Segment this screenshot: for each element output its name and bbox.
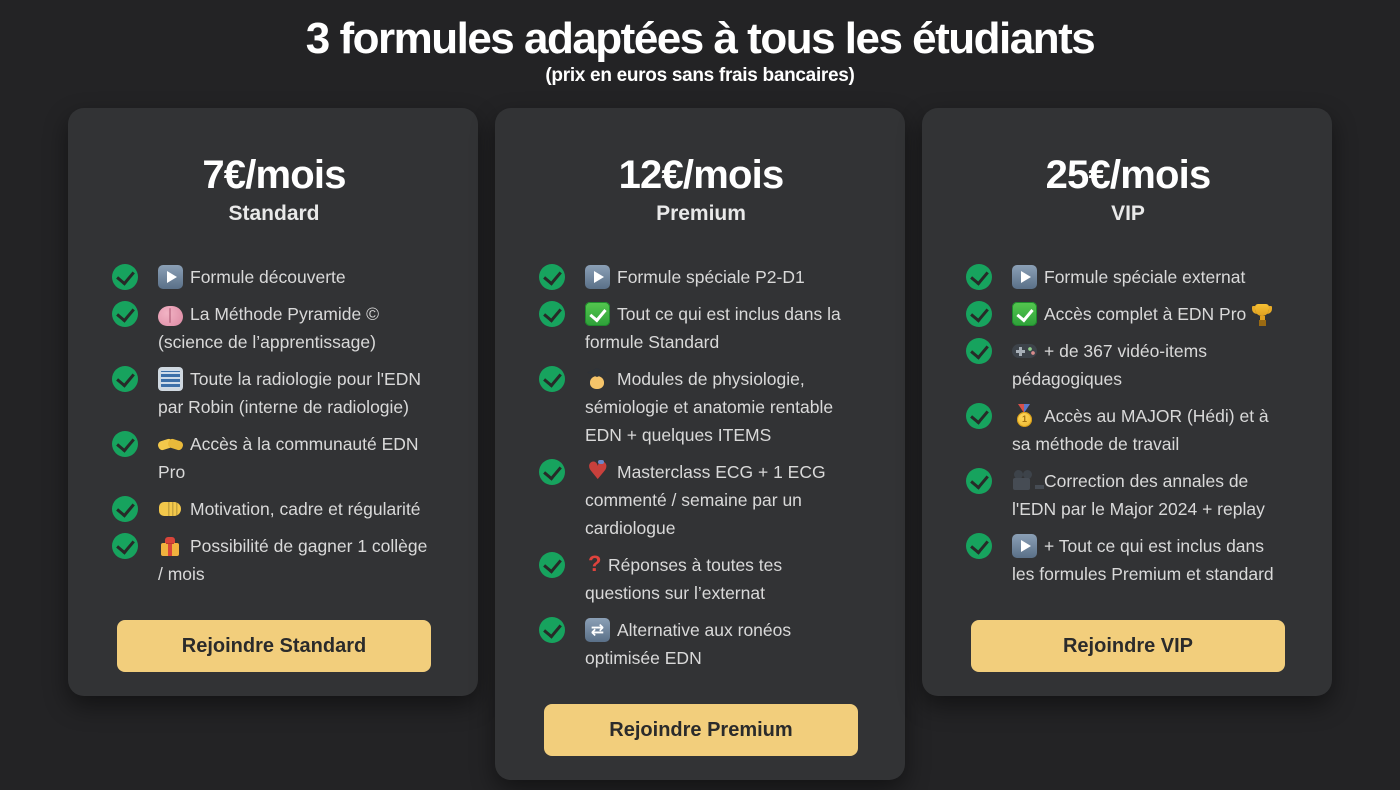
gift-icon — [158, 534, 183, 558]
price-label: 25€/mois — [1045, 153, 1211, 197]
check-circle-icon — [966, 264, 992, 290]
feature-text: + de 367 vidéo-items pédagogiques — [1012, 341, 1207, 389]
feature-text: Formule spéciale externat — [1012, 263, 1286, 291]
movie-camera-icon — [1012, 469, 1037, 493]
check-circle-icon — [966, 338, 992, 364]
check-circle-icon — [539, 459, 565, 485]
feature-text: Toute la radiologie pour l'EDN par Robin (interne de radiologie) — [158, 369, 421, 417]
pricing-card-vip — [922, 108, 1332, 696]
check-circle-icon — [966, 533, 992, 559]
feature-text: Modules de physiologie, sémiologie et anatomie rentable EDN + quelques ITEMS — [585, 369, 834, 445]
fist-icon — [158, 497, 183, 521]
join-premium-button[interactable]: Rejoindre Premium — [544, 704, 858, 756]
page-title: 3 formules adaptées à tous les étudiants — [305, 14, 1095, 63]
feature-item — [539, 300, 863, 356]
features-list — [112, 263, 436, 588]
game-controller-icon — [1012, 339, 1037, 363]
check-circle-icon — [112, 533, 138, 559]
red-question-icon — [585, 553, 601, 577]
check-circle-icon — [539, 264, 565, 290]
green-checkbox-icon — [585, 302, 610, 326]
gold-medal-icon — [1012, 404, 1037, 428]
plan-name: VIP — [1111, 202, 1145, 225]
feature-item — [112, 430, 436, 486]
plan-name: Premium — [656, 202, 746, 225]
check-circle-icon — [112, 366, 138, 392]
play-icon — [1012, 534, 1037, 558]
check-circle-icon — [112, 431, 138, 457]
join-vip-button[interactable]: Rejoindre VIP — [971, 620, 1285, 672]
xray-icon — [158, 367, 183, 391]
play-icon — [1012, 265, 1037, 289]
features-list — [539, 263, 863, 672]
green-checkbox-icon — [1012, 302, 1037, 326]
check-circle-icon — [539, 552, 565, 578]
feature-item — [966, 337, 1290, 393]
feature-text: Possibilité de gagner 1 collège / mois — [158, 536, 428, 584]
check-circle-icon — [112, 301, 138, 327]
check-circle-icon — [966, 403, 992, 429]
brain-icon — [158, 306, 183, 326]
feature-text: Motivation, cadre et régularité — [158, 495, 432, 523]
feature-item — [112, 300, 436, 356]
feature-item — [966, 263, 1290, 291]
check-circle-icon — [112, 496, 138, 522]
pricing-cards-row — [0, 108, 1400, 780]
feature-item — [112, 532, 436, 588]
trophy-icon — [1250, 302, 1275, 326]
feature-item — [539, 458, 863, 542]
plan-name: Standard — [228, 202, 320, 225]
features-list — [966, 263, 1290, 588]
student-icon — [585, 367, 610, 391]
check-circle-icon — [966, 301, 992, 327]
anatomical-heart-icon — [585, 460, 610, 484]
feature-text: + Tout ce qui est inclus dans les formules Premium et standard — [1012, 536, 1274, 584]
feature-text: Tout ce qui est inclus dans la formule Standard — [585, 304, 841, 352]
check-circle-icon — [539, 366, 565, 392]
feature-item — [539, 263, 863, 291]
feature-text: Accès à la communauté EDN Pro — [158, 434, 419, 482]
feature-text: ⇄Alternative aux ronéos optimisée EDN — [585, 616, 859, 672]
feature-text: Accès complet à EDN Pro — [1012, 300, 1286, 328]
feature-text: ?Réponses à toutes tes questions sur l’externat — [585, 551, 859, 607]
feature-item — [539, 616, 863, 672]
feature-text: 1Accès au MAJOR (Hédi) et à sa méthode de travail — [1012, 402, 1286, 458]
feature-item — [112, 495, 436, 523]
feature-item — [966, 532, 1290, 588]
feature-item — [966, 300, 1290, 328]
handshake-icon — [158, 432, 183, 456]
feature-text: Formule spéciale P2-D1 — [585, 263, 859, 291]
feature-text: La Méthode Pyramide © (science de l’apprentissage) — [158, 304, 379, 352]
check-circle-icon — [539, 617, 565, 643]
feature-text: Formule découverte — [158, 263, 432, 291]
check-circle-icon — [112, 264, 138, 290]
price-label: 12€/mois — [618, 153, 784, 197]
feature-item — [539, 551, 863, 607]
feature-item — [539, 365, 863, 449]
pricing-card-premium — [495, 108, 905, 780]
feature-item — [112, 365, 436, 421]
page-subtitle: (prix en euros sans frais bancaires) — [545, 65, 855, 86]
price-label: 7€/mois — [202, 153, 346, 197]
play-icon — [158, 265, 183, 289]
join-standard-button[interactable]: Rejoindre Standard — [117, 620, 431, 672]
pricing-card-standard — [68, 108, 478, 696]
play-icon — [585, 265, 610, 289]
check-circle-icon — [539, 301, 565, 327]
repeat-icon — [585, 618, 610, 642]
check-circle-icon — [966, 468, 992, 494]
feature-item — [112, 263, 436, 291]
pricing-header — [0, 0, 1400, 87]
feature-item — [966, 467, 1290, 523]
feature-text: Correction des annales de l'EDN par le Major 2024 + replay — [1012, 471, 1265, 519]
feature-item — [966, 402, 1290, 458]
feature-text: ♥Masterclass ECG + 1 ECG commenté / semaine par un cardiologue — [585, 458, 859, 542]
